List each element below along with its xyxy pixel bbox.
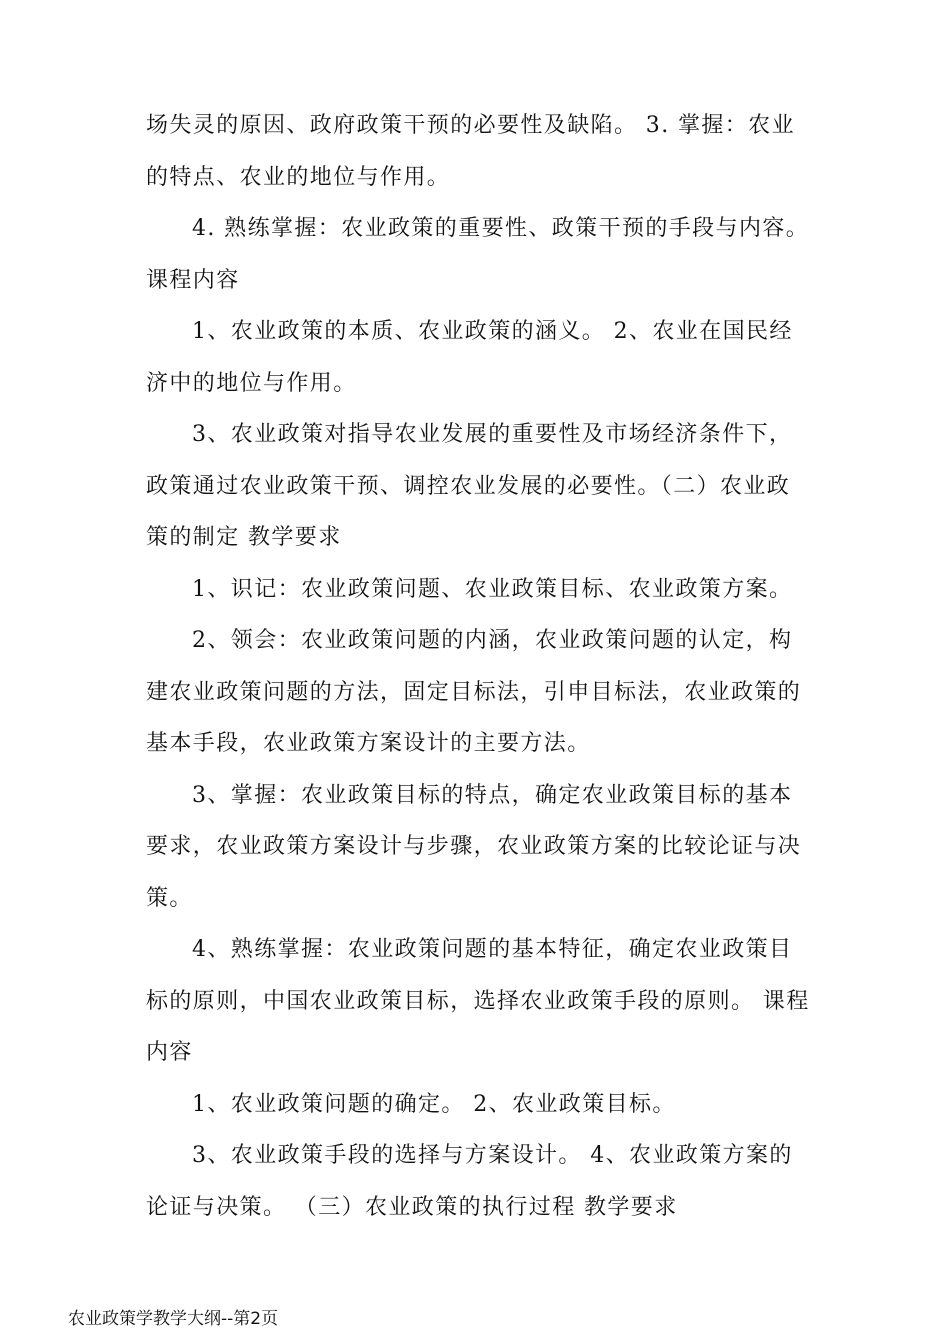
page-footer: 农业政策学教学大纲--第2页 <box>68 1309 279 1329</box>
paragraph-7: 2、领会：农业政策问题的内涵，农业政策问题的认定，构建农业政策问题的方法，固定目标法，引申目标法，农业政策的基本手段，农业政策方案设计的主要方法。 <box>146 628 802 756</box>
paragraph-11: 3、农业政策手段的选择与方案设计。 4、农业政策方案的论证与决策。 （三）农业政策的执行过程 教学要求 <box>146 1143 793 1220</box>
section-heading-course-content: 课程内容 <box>146 267 240 293</box>
paragraph-2: 4. 熟练掌握：农业政策的重要性、政策干预的手段与内容。 <box>192 216 810 241</box>
paragraph-4: 1、农业政策的本质、农业政策的涵义。 2、农业在国民经济中的地位与作用。 <box>146 319 793 396</box>
paragraph-5: 3、农业政策对指导农业发展的重要性及市场经济条件下，政策通过农业政策干预、调控农业发展的必要性。（二）农业政策的制定 教学要求 <box>146 422 793 550</box>
document-body <box>146 100 811 1233</box>
paragraph-10: 1、农业政策问题的确定。 2、农业政策目标。 <box>192 1091 676 1117</box>
paragraph-8: 3、掌握：农业政策目标的特点，确定农业政策目标的基本要求，农业政策方案设计与步骤，农业政策方案的比较论证与决策。 <box>146 782 802 911</box>
paragraph-6: 1、识记：农业政策问题、农业政策目标、农业政策方案。 <box>192 576 793 602</box>
paragraph-1: 场失灵的原因、政府政策干预的必要性及缺陷。 3. 掌握：农业的特点、农业的地位与作用。 <box>146 113 795 190</box>
paragraph-9: 4、熟练掌握：农业政策问题的基本特征，确定农业政策目标的原则，中国农业政策目标，选择农业政策手段的原则。 课程内容 <box>146 937 810 1065</box>
